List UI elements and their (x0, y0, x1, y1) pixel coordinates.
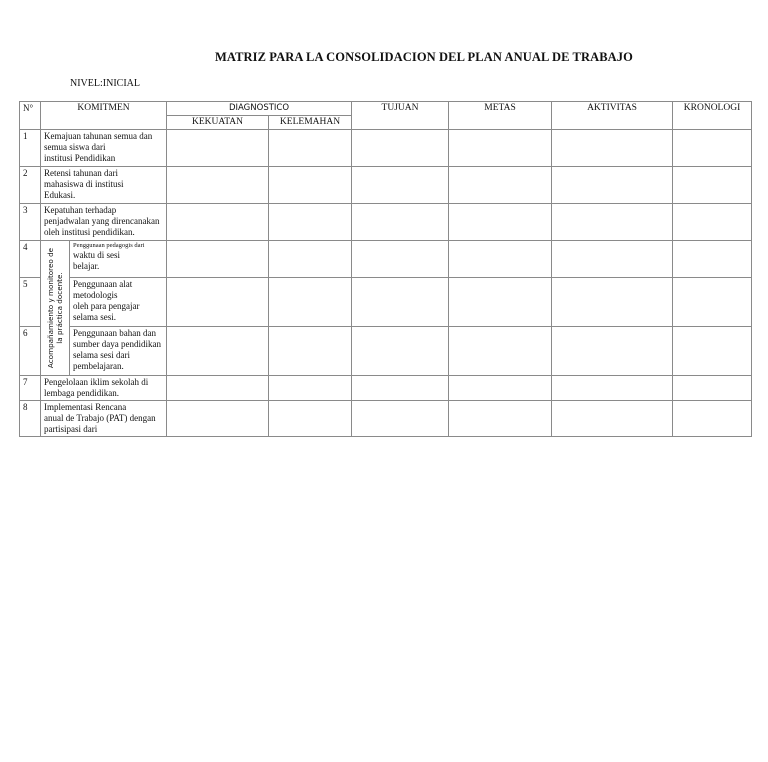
cell-kekuatan (167, 204, 269, 241)
cell-kronologi (673, 376, 752, 401)
cell-kekuatan (167, 401, 269, 437)
cell-kekuatan (167, 278, 269, 327)
cell-kelemahan (269, 204, 352, 241)
row-komitmen-small: Penggunaan pedagogis dari (73, 242, 145, 249)
header-kronologi: KRONOLOGI (673, 102, 752, 130)
cell-kekuatan (167, 167, 269, 204)
cell-metas (449, 278, 552, 327)
cell-metas (449, 376, 552, 401)
cell-tujuan (352, 130, 449, 167)
cell-kronologi (673, 327, 752, 376)
row-komitmen (70, 241, 167, 278)
cell-kronologi (673, 278, 752, 327)
cell-kekuatan (167, 376, 269, 401)
row-komitmen: Retensi tahunan dari mahasiswa di institusi Edukasi. (41, 167, 167, 204)
cell-kekuatan (167, 241, 269, 278)
row-number: 2 (20, 167, 41, 204)
cell-aktivitas (552, 204, 673, 241)
row-komitmen: Penggunaan bahan dan sumber daya pendidikan selama sesi dari pembelajaran. (70, 327, 167, 376)
header-metas: METAS (449, 102, 552, 130)
table-row (20, 327, 752, 376)
cell-kelemahan (269, 167, 352, 204)
cell-aktivitas (552, 167, 673, 204)
header-kelemahan: KELEMAHAN (269, 116, 352, 130)
table-row (20, 204, 752, 241)
row-komitmen: Kemajuan tahunan semua dan semua siswa dari institusi Pendidikan (41, 130, 167, 167)
cell-metas (449, 167, 552, 204)
cell-kelemahan (269, 376, 352, 401)
header-kekuatan: KEKUATAN (167, 116, 269, 130)
cell-metas (449, 327, 552, 376)
nivel-label: NIVEL:INICIAL (70, 78, 140, 89)
cell-kelemahan (269, 241, 352, 278)
table-row (20, 401, 752, 437)
cell-metas (449, 241, 552, 278)
cell-kronologi (673, 401, 752, 437)
table-row (20, 167, 752, 204)
cell-tujuan (352, 167, 449, 204)
header-komitmen: KOMITMEN (41, 102, 167, 130)
header-aktivitas: AKTIVITAS (552, 102, 673, 130)
cell-tujuan (352, 204, 449, 241)
table-row (20, 278, 752, 327)
cell-metas (449, 204, 552, 241)
table-row (20, 130, 752, 167)
row-komitmen: Implementasi Rencana anual de Trabajo (PAT) dengan partisipasi dari (41, 401, 167, 437)
row-number: 5 (20, 278, 41, 327)
plan-matrix-table (19, 101, 752, 437)
cell-kekuatan (167, 327, 269, 376)
row-komitmen: Kepatuhan terhadap penjadwalan yang direncanakan oleh institusi pendidikan. (41, 204, 167, 241)
cell-tujuan (352, 401, 449, 437)
header-diagnostico: DIAGNOSTICO (167, 102, 352, 116)
cell-aktivitas (552, 278, 673, 327)
row-komitmen-text: waktu di sesi belajar. (73, 250, 120, 271)
cell-metas (449, 401, 552, 437)
cell-kronologi (673, 130, 752, 167)
cell-tujuan (352, 278, 449, 327)
cell-tujuan (352, 376, 449, 401)
row-number: 6 (20, 327, 41, 376)
header-tujuan: TUJUAN (352, 102, 449, 130)
header-num: N° (20, 102, 41, 130)
row-komitmen: Pengelolaan iklim sekolah di lembaga pendidikan. (41, 376, 167, 401)
row-number: 1 (20, 130, 41, 167)
group-label: Acompañamiento y monitoreo de la práctica docente. (46, 247, 64, 369)
document-title: MATRIZ PARA LA CONSOLIDACION DEL PLAN ANUAL DE TRABAJO (215, 50, 633, 64)
cell-aktivitas (552, 327, 673, 376)
table-row (20, 376, 752, 401)
cell-tujuan (352, 327, 449, 376)
cell-metas (449, 130, 552, 167)
row-number: 4 (20, 241, 41, 278)
cell-kelemahan (269, 130, 352, 167)
cell-kelemahan (269, 278, 352, 327)
cell-aktivitas (552, 401, 673, 437)
cell-aktivitas (552, 376, 673, 401)
cell-kronologi (673, 204, 752, 241)
cell-kekuatan (167, 130, 269, 167)
cell-tujuan (352, 241, 449, 278)
cell-aktivitas (552, 241, 673, 278)
cell-aktivitas (552, 130, 673, 167)
cell-kelemahan (269, 401, 352, 437)
table-row (20, 241, 752, 278)
row-number: 8 (20, 401, 41, 437)
cell-kelemahan (269, 327, 352, 376)
cell-kronologi (673, 167, 752, 204)
row-komitmen: Penggunaan alat metodologis oleh para pengajar selama sesi. (70, 278, 167, 327)
row-number: 3 (20, 204, 41, 241)
group-label-cell (41, 241, 70, 376)
cell-kronologi (673, 241, 752, 278)
row-number: 7 (20, 376, 41, 401)
